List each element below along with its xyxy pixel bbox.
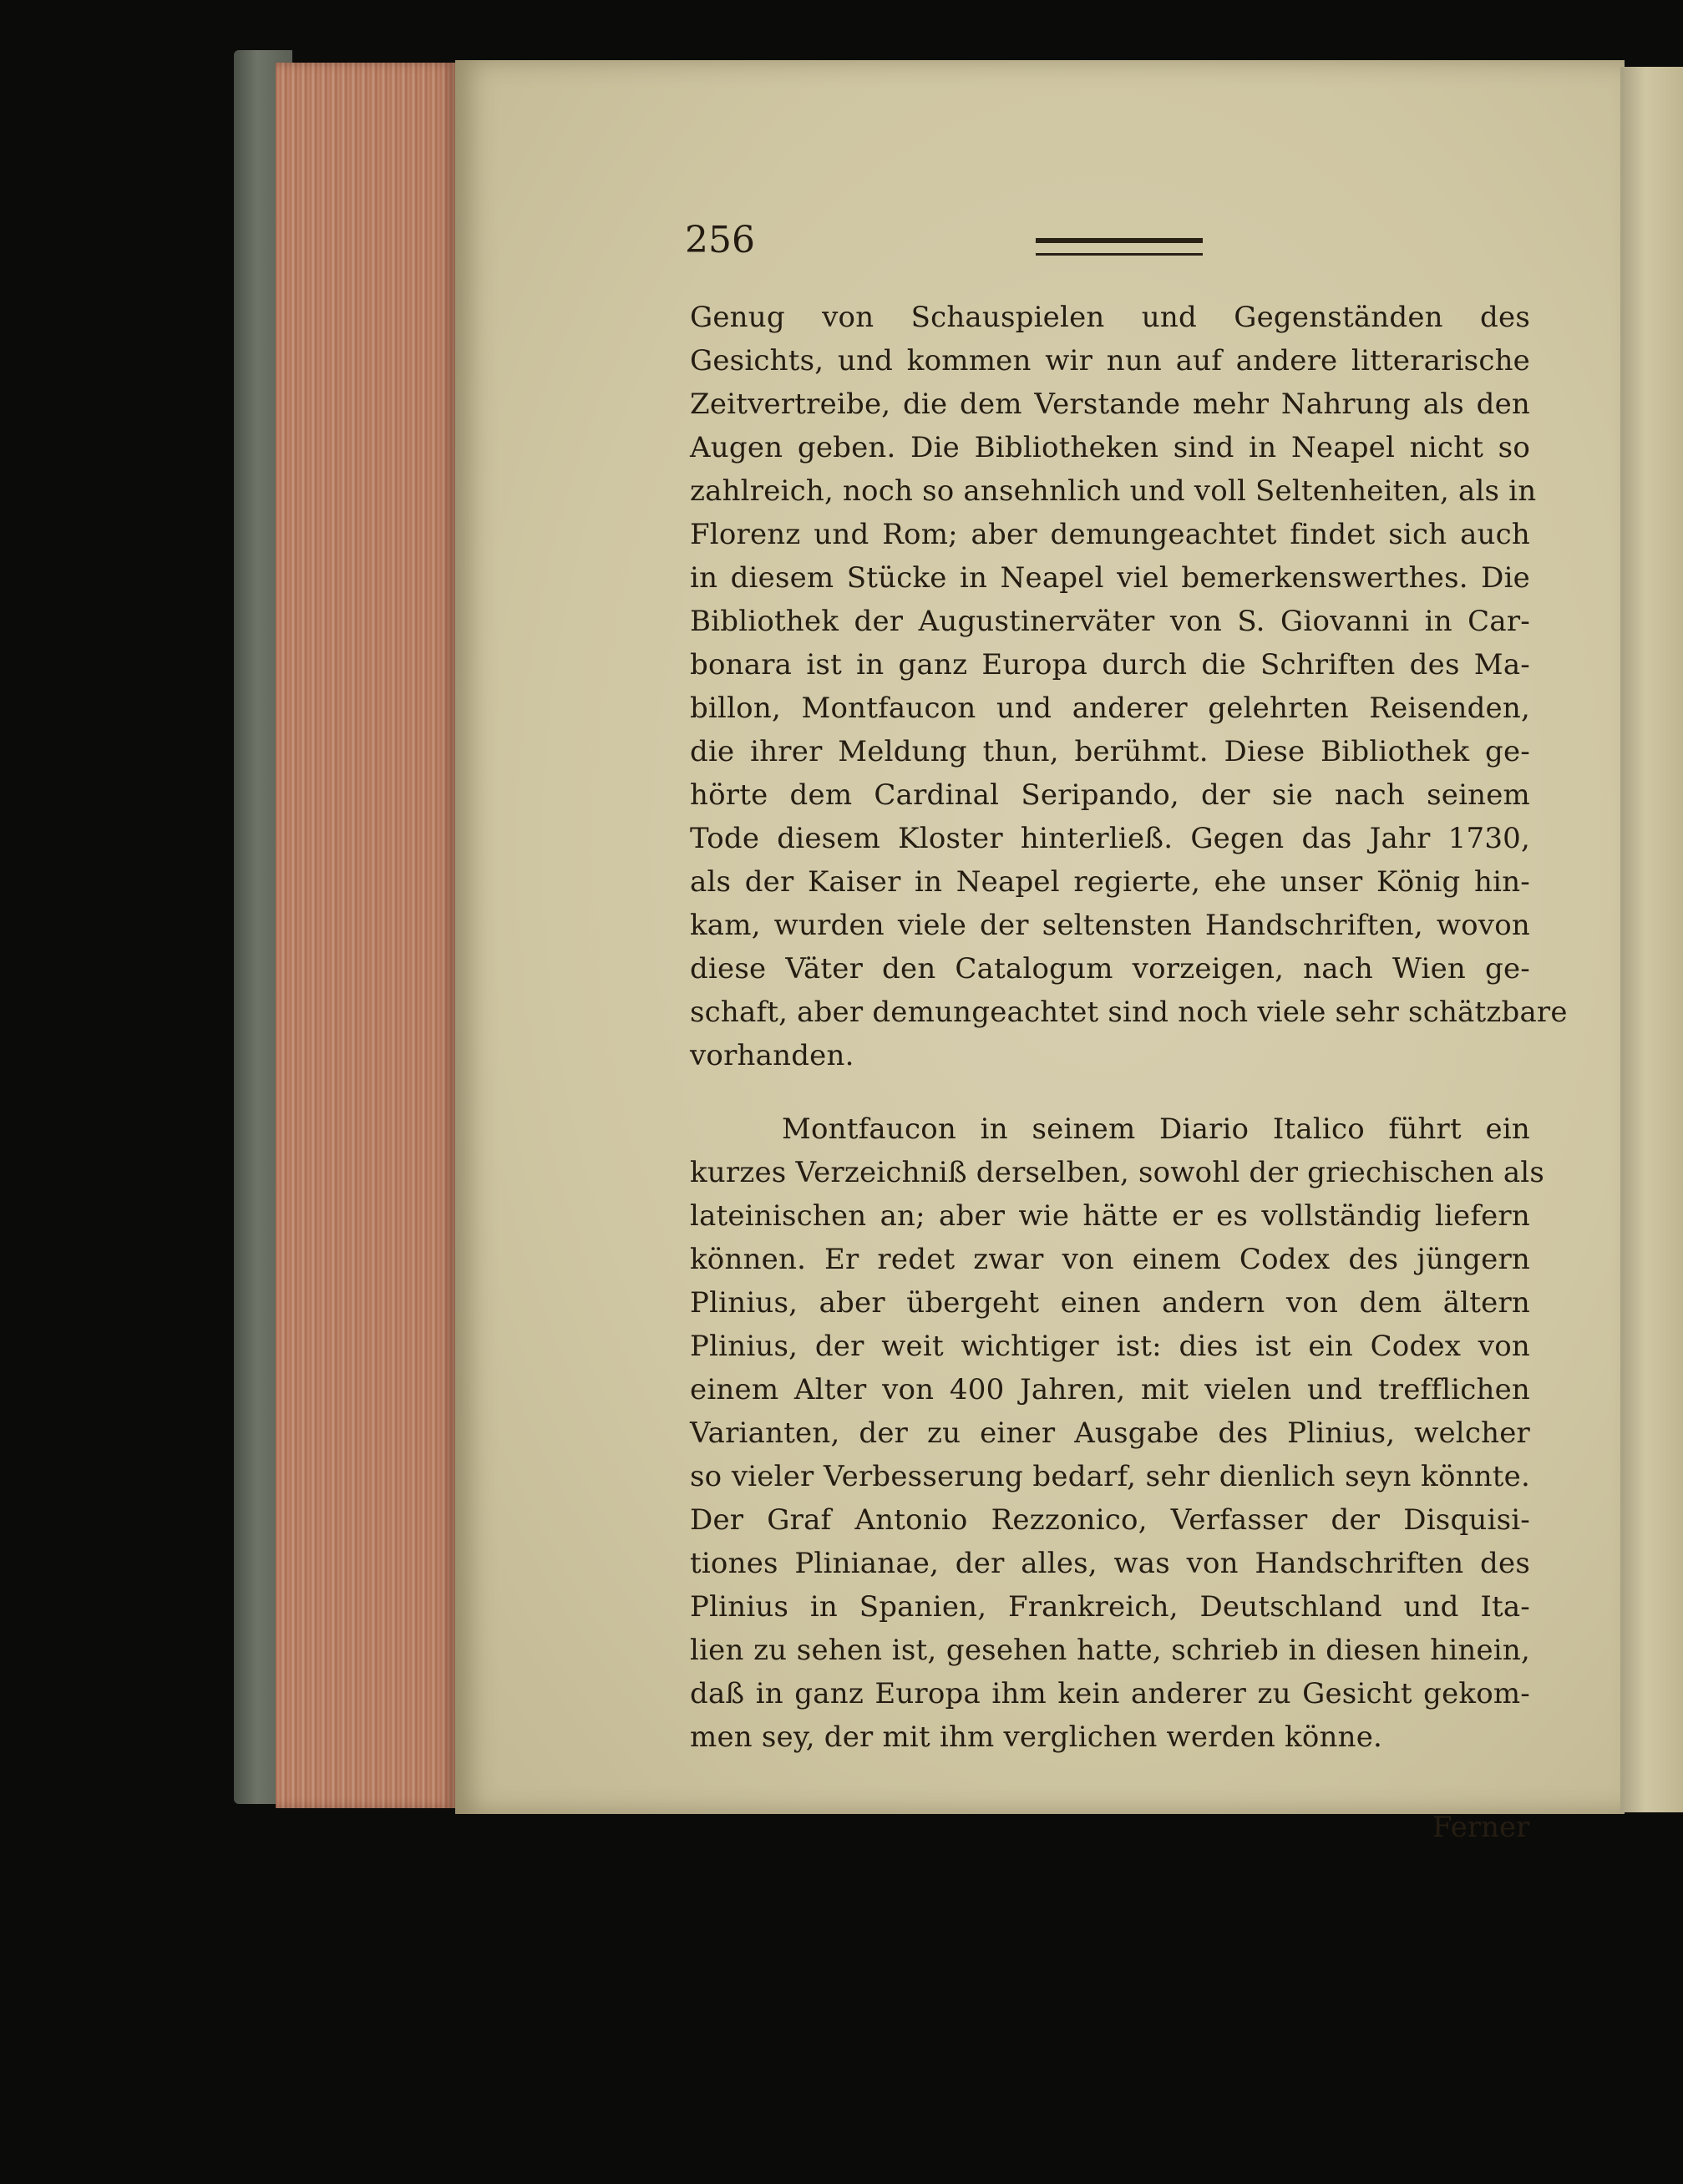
text-line: Der Graf Antonio Rezzonico, Verfasser der Disquisi- bbox=[690, 1503, 1530, 1537]
facing-page-edge bbox=[1620, 67, 1683, 1812]
text-line: Florenz und Rom; aber demungeachtet findet sich auch bbox=[690, 518, 1530, 551]
text-line: kam, wurden viele der seltensten Handschriften, wovon bbox=[690, 909, 1530, 942]
page-number: 256 bbox=[685, 219, 755, 261]
text-line: lateinischen an; aber wie hätte er es vollständig liefern bbox=[690, 1199, 1530, 1233]
text-line: daß in ganz Europa ihm kein anderer zu Gesicht gekom- bbox=[690, 1677, 1530, 1710]
text-line: einem Alter von 400 Jahren, mit vielen und trefflichen bbox=[690, 1373, 1530, 1406]
text-line: so vieler Verbesserung bedarf, sehr dienlich seyn könnte. bbox=[690, 1460, 1530, 1493]
text-line: kurzes Verzeichniß derselben, sowohl der griechischen als bbox=[690, 1156, 1545, 1189]
text-line: vorhanden. bbox=[690, 1039, 854, 1072]
text-line: schaft, aber demungeachtet sind noch viele sehr schätzbare bbox=[690, 996, 1568, 1029]
text-line: lien zu sehen ist, gesehen hatte, schrieb in diesen hinein, bbox=[690, 1634, 1530, 1667]
catchword: Ferner bbox=[1432, 1811, 1530, 1844]
text-line: tiones Plinianae, der alles, was von Handschriften des bbox=[690, 1547, 1530, 1580]
text-line: zahlreich, noch so ansehnlich und voll Seltenheiten, als in bbox=[690, 474, 1537, 508]
text-line: bonara ist in ganz Europa durch die Schriften des Ma- bbox=[690, 648, 1530, 682]
text-line: als der Kaiser in Neapel regierte, ehe unser König hin- bbox=[690, 865, 1530, 899]
text-line: Zeitvertreibe, die dem Verstande mehr Nahrung als den bbox=[690, 388, 1530, 421]
text-line: Varianten, der zu einer Ausgabe des Plinius, welcher bbox=[690, 1416, 1530, 1450]
text-line: men sey, der mit ihm verglichen werden könne. bbox=[690, 1720, 1383, 1754]
text-line: Gesichts, und kommen wir nun auf andere litterarische bbox=[690, 344, 1530, 378]
text-line: Bibliothek der Augustinerväter von S. Giovanni in Car- bbox=[690, 605, 1530, 638]
text-line: Montfaucon in seinem Diario Italico führt ein bbox=[782, 1112, 1530, 1146]
text-line: die ihrer Meldung thun, berühmt. Diese Bibliothek ge- bbox=[690, 735, 1530, 768]
text-line: in diesem Stücke in Neapel viel bemerkenswerthes. Die bbox=[690, 561, 1530, 595]
text-line: Plinius in Spanien, Frankreich, Deutschland und Ita- bbox=[690, 1590, 1530, 1624]
page-edges bbox=[276, 63, 455, 1808]
header-rule bbox=[1036, 238, 1203, 256]
text-line: Tode diesem Kloster hinterließ. Gegen das Jahr 1730, bbox=[690, 822, 1530, 855]
text-line: hörte dem Cardinal Seripando, der sie nach seinem bbox=[690, 778, 1530, 812]
text-line: billon, Montfaucon und anderer gelehrten Reisenden, bbox=[690, 692, 1530, 725]
text-line: diese Väter den Catalogum vorzeigen, nach Wien ge- bbox=[690, 952, 1530, 986]
text-line: können. Er redet zwar von einem Codex des jüngern bbox=[690, 1243, 1530, 1276]
text-line: Plinius, aber übergeht einen andern von dem ältern bbox=[690, 1286, 1530, 1320]
text-line: Augen geben. Die Bibliotheken sind in Neapel nicht so bbox=[690, 431, 1530, 464]
text-line: Genug von Schauspielen und Gegenständen des bbox=[690, 301, 1530, 334]
text-line: Plinius, der weit wichtiger ist: dies ist ein Codex von bbox=[690, 1330, 1530, 1363]
